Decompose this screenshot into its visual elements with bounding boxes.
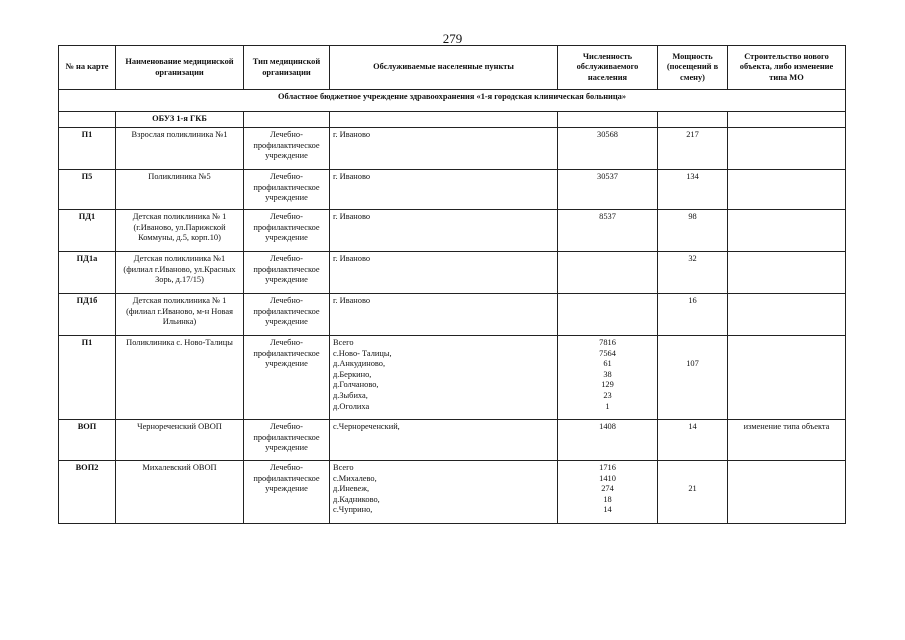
- section-title: Областное бюджетное учреждение здравоохранения «1-я городская клиническая больница»: [59, 90, 846, 112]
- row-capacity: 217: [658, 128, 728, 170]
- population-line: 7564: [599, 348, 616, 358]
- row-type: Лечебно-профилактическое учреждение: [244, 461, 330, 524]
- row-capacity: 32: [658, 252, 728, 294]
- row-code: ПД1б: [59, 294, 116, 336]
- row-capacity: 14: [658, 420, 728, 461]
- row-settlements: [330, 294, 558, 336]
- population-line: 1: [605, 401, 610, 411]
- subsection-empty-cell: [244, 112, 330, 128]
- row-construction: [728, 336, 846, 420]
- settlement-line: с.Чуприно,: [333, 505, 373, 515]
- row-population: [558, 294, 658, 336]
- table-header-row: [59, 46, 846, 90]
- row-population: [558, 461, 658, 524]
- population-line: 8537: [599, 212, 616, 221]
- row-type: Лечебно-профилактическое учреждение: [244, 336, 330, 420]
- settlement-line: д.Анкудиново,: [333, 359, 386, 369]
- population-line: 38: [603, 369, 612, 379]
- header-construction: Строительство нового объекта, либо изменение типа МО: [728, 46, 846, 90]
- row-capacity: 16: [658, 294, 728, 336]
- row-construction: [728, 128, 846, 170]
- settlement-line: г. Иваново: [333, 212, 371, 221]
- row-construction: [728, 461, 846, 524]
- population-line: 129: [601, 380, 614, 390]
- row-code: П1: [59, 128, 116, 170]
- settlement-line: с.Ново- Талицы,: [333, 348, 392, 358]
- table-row: [59, 128, 846, 170]
- header-settlements: Обслуживаемые населенные пункты: [330, 46, 558, 90]
- row-population: [558, 128, 658, 170]
- row-population: [558, 252, 658, 294]
- row-population: [558, 210, 658, 252]
- population-line: 18: [603, 494, 612, 504]
- row-population: [558, 336, 658, 420]
- settlement-line: г. Иваново: [333, 172, 371, 181]
- row-name: Детская поликлиника № 1 (г.Иваново, ул.Парижской Коммуны, д.5, корп.10): [116, 210, 244, 252]
- header-type: Тип медицинской организации: [244, 46, 330, 90]
- subsection-code-cell: [59, 112, 116, 128]
- row-settlements: [330, 420, 558, 461]
- header-capacity: Мощность (посещений в смену): [658, 46, 728, 90]
- medical-organizations-table: [58, 45, 846, 524]
- row-name: Поликлиника №5: [116, 170, 244, 210]
- row-capacity: 107: [658, 336, 728, 420]
- settlement-line: г. Иваново: [333, 296, 371, 305]
- row-code: П1: [59, 336, 116, 420]
- settlement-line: с.Михалево,: [333, 473, 377, 483]
- population-line: 30568: [597, 130, 618, 139]
- settlement-line: д.Иневеж,: [333, 484, 370, 494]
- settlement-line: с.Чернореченский,: [333, 422, 400, 431]
- subsection-name: ОБУЗ 1-я ГКБ: [116, 112, 244, 128]
- settlement-line: Всего: [333, 338, 354, 347]
- row-construction: [728, 252, 846, 294]
- row-name: Поликлиника с. Ново-Талицы: [116, 336, 244, 420]
- population-line: 1410: [599, 473, 616, 483]
- header-name: Наименование медицинской организации: [116, 46, 244, 90]
- population-line: 1408: [599, 422, 616, 431]
- row-type: Лечебно-профилактическое учреждение: [244, 170, 330, 210]
- settlement-line: д.Беркино,: [333, 369, 372, 379]
- row-settlements: [330, 128, 558, 170]
- row-settlements: [330, 336, 558, 420]
- subsection-empty-cell: [658, 112, 728, 128]
- settlement-line: д.Оголиха: [333, 401, 370, 411]
- subsection-empty-cell: [558, 112, 658, 128]
- row-capacity: 134: [658, 170, 728, 210]
- row-population: [558, 420, 658, 461]
- population-line: 14: [603, 505, 612, 515]
- row-name: Взрослая поликлиника №1: [116, 128, 244, 170]
- header-population: Численность обслуживаемого населения: [558, 46, 658, 90]
- population-line: 7816: [599, 338, 616, 347]
- row-type: Лечебно-профилактическое учреждение: [244, 294, 330, 336]
- row-construction: [728, 294, 846, 336]
- row-code: ПД1: [59, 210, 116, 252]
- settlement-line: д.Голчаново,: [333, 380, 379, 390]
- row-code: ВОП: [59, 420, 116, 461]
- row-construction: [728, 210, 846, 252]
- row-settlements: [330, 252, 558, 294]
- row-construction: [728, 170, 846, 210]
- population-line: 1716: [599, 463, 616, 472]
- row-capacity: 98: [658, 210, 728, 252]
- header-code: № на карте: [59, 46, 116, 90]
- subsection-empty-cell: [330, 112, 558, 128]
- population-line: 30537: [597, 172, 618, 181]
- row-type: Лечебно-профилактическое учреждение: [244, 252, 330, 294]
- row-type: Лечебно-профилактическое учреждение: [244, 420, 330, 461]
- row-settlements: [330, 461, 558, 524]
- settlement-line: д.Зыбиха,: [333, 390, 368, 400]
- settlement-line: г. Иваново: [333, 130, 371, 139]
- row-code: П5: [59, 170, 116, 210]
- table-row: [59, 252, 846, 294]
- subsection-row: [59, 112, 846, 128]
- population-line: 61: [603, 359, 612, 369]
- row-construction: изменение типа объекта: [728, 420, 846, 461]
- population-line: 23: [603, 390, 612, 400]
- subsection-empty-cell: [728, 112, 846, 128]
- table-row: [59, 336, 846, 420]
- row-name: Михалевский ОВОП: [116, 461, 244, 524]
- table-row: [59, 294, 846, 336]
- table-row: [59, 170, 846, 210]
- row-type: Лечебно-профилактическое учреждение: [244, 210, 330, 252]
- table-row: [59, 420, 846, 461]
- row-code: ПД1а: [59, 252, 116, 294]
- section-row: [59, 90, 846, 112]
- row-settlements: [330, 210, 558, 252]
- row-name: Чернореченский ОВОП: [116, 420, 244, 461]
- row-capacity: 21: [658, 461, 728, 524]
- table-row: [59, 461, 846, 524]
- row-code: ВОП2: [59, 461, 116, 524]
- row-settlements: [330, 170, 558, 210]
- population-line: 274: [601, 484, 614, 494]
- row-type: Лечебно-профилактическое учреждение: [244, 128, 330, 170]
- settlement-line: Всего: [333, 463, 354, 472]
- settlement-line: г. Иваново: [333, 254, 371, 263]
- settlement-line: д.Кадниково,: [333, 494, 380, 504]
- page-number: 279: [442, 31, 463, 46]
- row-name: Детская поликлиника № 1 (филиал г.Иваново, м-н Новая Ильинка): [116, 294, 244, 336]
- row-name: Детская поликлиника №1 (филиал г.Иваново, ул.Красных Зорь, д.17/15): [116, 252, 244, 294]
- table-row: [59, 210, 846, 252]
- row-population: [558, 170, 658, 210]
